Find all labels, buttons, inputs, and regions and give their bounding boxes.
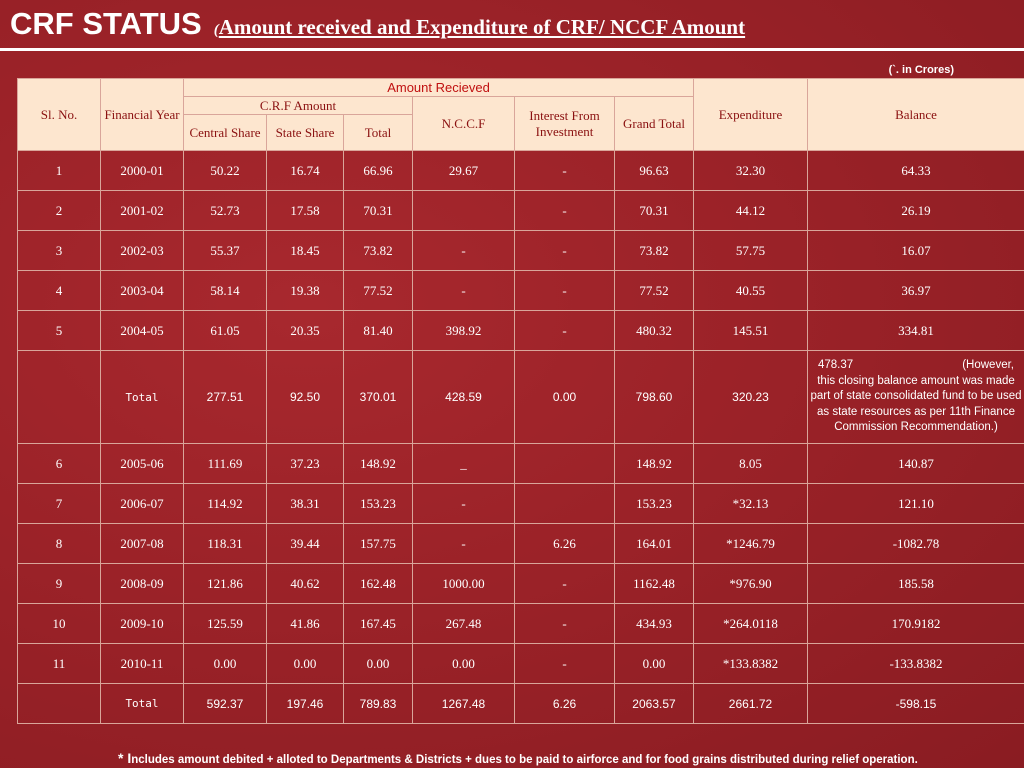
cell-sl: 3 bbox=[18, 231, 101, 271]
crf-status-table bbox=[17, 78, 1024, 724]
cell-total: 153.23 bbox=[344, 484, 413, 524]
footnote-star: * I bbox=[118, 750, 132, 766]
cell-sl: 1 bbox=[18, 151, 101, 191]
cell-expenditure: *32.13 bbox=[694, 484, 808, 524]
cell-state: 38.31 bbox=[267, 484, 344, 524]
table-row bbox=[18, 604, 1024, 644]
cell-total: 789.83 bbox=[344, 684, 413, 724]
cell-total: 157.75 bbox=[344, 524, 413, 564]
cell-nccf: 29.67 bbox=[413, 151, 515, 191]
cell-total-label: Total bbox=[101, 351, 184, 444]
header-amount-received: Amount Recieved bbox=[184, 79, 694, 97]
title-paren: ( bbox=[213, 22, 219, 38]
cell-total: 0.00 bbox=[344, 644, 413, 684]
cell-state: 92.50 bbox=[267, 351, 344, 444]
footnote-text: ncludes amount debited + alloted to Departments & Districts + dues to be paid to airforce and for food grains distributed during relief operation. bbox=[131, 754, 918, 766]
table-row bbox=[18, 484, 1024, 524]
cell-sl: 8 bbox=[18, 524, 101, 564]
cell-balance: -133.8382 bbox=[808, 644, 1024, 684]
cell-interest bbox=[515, 484, 615, 524]
cell-central: 61.05 bbox=[184, 311, 267, 351]
header-total: Total bbox=[344, 115, 413, 151]
cell-total: 73.82 bbox=[344, 231, 413, 271]
cell-grand-total: 73.82 bbox=[615, 231, 694, 271]
cell-interest: 6.26 bbox=[515, 524, 615, 564]
cell-central: 114.92 bbox=[184, 484, 267, 524]
header-financial-year: Financial Year bbox=[101, 79, 184, 151]
cell-expenditure: *1246.79 bbox=[694, 524, 808, 564]
cell-nccf: 267.48 bbox=[413, 604, 515, 644]
cell-interest bbox=[515, 444, 615, 484]
cell-interest: - bbox=[515, 271, 615, 311]
cell-grand-total: 77.52 bbox=[615, 271, 694, 311]
cell-state: 16.74 bbox=[267, 151, 344, 191]
cell-expenditure: 57.75 bbox=[694, 231, 808, 271]
cell-nccf: - bbox=[413, 524, 515, 564]
cell-state: 37.23 bbox=[267, 444, 344, 484]
cell-expenditure: 320.23 bbox=[694, 351, 808, 444]
cell-balance: 170.9182 bbox=[808, 604, 1024, 644]
cell-expenditure: 40.55 bbox=[694, 271, 808, 311]
cell-state: 17.58 bbox=[267, 191, 344, 231]
cell-balance: 64.33 bbox=[808, 151, 1024, 191]
cell-central: 55.37 bbox=[184, 231, 267, 271]
cell-central: 58.14 bbox=[184, 271, 267, 311]
balance-note-text: this closing balance amount was made part of state consolidated fund to be used as state resources as per 11th Finance Commission Recommendation.) bbox=[810, 374, 1022, 434]
title-divider bbox=[0, 48, 1024, 51]
cell-total: 81.40 bbox=[344, 311, 413, 351]
cell-expenditure: *133.8382 bbox=[694, 644, 808, 684]
cell-nccf: _ bbox=[413, 444, 515, 484]
cell-nccf: 1267.48 bbox=[413, 684, 515, 724]
cell-interest: - bbox=[515, 564, 615, 604]
table-row bbox=[18, 444, 1024, 484]
cell-nccf: 428.59 bbox=[413, 351, 515, 444]
cell-year: 2008-09 bbox=[101, 564, 184, 604]
cell-sl: 7 bbox=[18, 484, 101, 524]
cell-total: 148.92 bbox=[344, 444, 413, 484]
cell-total: 162.48 bbox=[344, 564, 413, 604]
cell-balance: 36.97 bbox=[808, 271, 1024, 311]
cell-state: 41.86 bbox=[267, 604, 344, 644]
header-crf-amount: C.R.F Amount bbox=[184, 97, 413, 115]
cell-nccf: 398.92 bbox=[413, 311, 515, 351]
cell-year: 2004-05 bbox=[101, 311, 184, 351]
cell-nccf: - bbox=[413, 484, 515, 524]
footnote bbox=[118, 750, 918, 766]
cell-balance-note bbox=[808, 351, 1024, 444]
cell-grand-total: 148.92 bbox=[615, 444, 694, 484]
cell-balance: 121.10 bbox=[808, 484, 1024, 524]
cell-expenditure: *976.90 bbox=[694, 564, 808, 604]
title-bar bbox=[10, 6, 1014, 46]
cell-interest: 0.00 bbox=[515, 351, 615, 444]
cell-grand-total: 70.31 bbox=[615, 191, 694, 231]
cell-balance: 16.07 bbox=[808, 231, 1024, 271]
cell-nccf: - bbox=[413, 231, 515, 271]
cell-interest: - bbox=[515, 311, 615, 351]
cell-year: 2003-04 bbox=[101, 271, 184, 311]
cell-expenditure: 8.05 bbox=[694, 444, 808, 484]
cell-state: 19.38 bbox=[267, 271, 344, 311]
cell-expenditure: 44.12 bbox=[694, 191, 808, 231]
cell-year: 2006-07 bbox=[101, 484, 184, 524]
cell-year: 2010-11 bbox=[101, 644, 184, 684]
cell-interest: - bbox=[515, 151, 615, 191]
cell-central: 277.51 bbox=[184, 351, 267, 444]
table-row bbox=[18, 564, 1024, 604]
cell-sl: 5 bbox=[18, 311, 101, 351]
cell-interest: - bbox=[515, 231, 615, 271]
table-row bbox=[18, 524, 1024, 564]
header-grand-total: Grand Total bbox=[615, 97, 694, 151]
cell-sl: 11 bbox=[18, 644, 101, 684]
cell-grand-total: 96.63 bbox=[615, 151, 694, 191]
cell-sl: 6 bbox=[18, 444, 101, 484]
cell-balance: -598.15 bbox=[808, 684, 1024, 724]
cell-central: 592.37 bbox=[184, 684, 267, 724]
cell-total: 167.45 bbox=[344, 604, 413, 644]
cell-state: 20.35 bbox=[267, 311, 344, 351]
total-row bbox=[18, 684, 1024, 724]
cell-central: 111.69 bbox=[184, 444, 267, 484]
table-row bbox=[18, 311, 1024, 351]
cell-sl: 4 bbox=[18, 271, 101, 311]
table-row bbox=[18, 644, 1024, 684]
header-balance: Balance bbox=[808, 79, 1024, 151]
cell-grand-total: 153.23 bbox=[615, 484, 694, 524]
cell-nccf: 1000.00 bbox=[413, 564, 515, 604]
cell-empty bbox=[18, 684, 101, 724]
header-nccf: N.C.C.F bbox=[413, 97, 515, 151]
cell-interest: - bbox=[515, 191, 615, 231]
cell-balance: 140.87 bbox=[808, 444, 1024, 484]
table-row bbox=[18, 231, 1024, 271]
cell-balance: 185.58 bbox=[808, 564, 1024, 604]
cell-year: 2009-10 bbox=[101, 604, 184, 644]
cell-total: 70.31 bbox=[344, 191, 413, 231]
cell-sl: 9 bbox=[18, 564, 101, 604]
balance-note-top bbox=[810, 358, 1022, 374]
cell-sl: 10 bbox=[18, 604, 101, 644]
cell-grand-total: 434.93 bbox=[615, 604, 694, 644]
cell-total: 77.52 bbox=[344, 271, 413, 311]
units-note: (`. in Crores) bbox=[888, 64, 954, 76]
cell-total-label: Total bbox=[101, 684, 184, 724]
cell-interest: 6.26 bbox=[515, 684, 615, 724]
cell-grand-total: 0.00 bbox=[615, 644, 694, 684]
cell-state: 197.46 bbox=[267, 684, 344, 724]
cell-expenditure: 2661.72 bbox=[694, 684, 808, 724]
table-row bbox=[18, 191, 1024, 231]
cell-total: 370.01 bbox=[344, 351, 413, 444]
cell-nccf: - bbox=[413, 271, 515, 311]
header-expenditure: Expenditure bbox=[694, 79, 808, 151]
cell-expenditure: 32.30 bbox=[694, 151, 808, 191]
cell-central: 118.31 bbox=[184, 524, 267, 564]
cell-nccf bbox=[413, 191, 515, 231]
cell-state: 39.44 bbox=[267, 524, 344, 564]
table-row bbox=[18, 151, 1024, 191]
cell-grand-total: 1162.48 bbox=[615, 564, 694, 604]
cell-grand-total: 480.32 bbox=[615, 311, 694, 351]
cell-year: 2007-08 bbox=[101, 524, 184, 564]
cell-grand-total: 164.01 bbox=[615, 524, 694, 564]
cell-grand-total: 2063.57 bbox=[615, 684, 694, 724]
page-title: CRF STATUS bbox=[10, 6, 202, 41]
cell-balance: 26.19 bbox=[808, 191, 1024, 231]
cell-year: 2000-01 bbox=[101, 151, 184, 191]
cell-interest: - bbox=[515, 644, 615, 684]
cell-sl: 2 bbox=[18, 191, 101, 231]
cell-year: 2005-06 bbox=[101, 444, 184, 484]
cell-state: 40.62 bbox=[267, 564, 344, 604]
cell-empty bbox=[18, 351, 101, 444]
cell-balance: -1082.78 bbox=[808, 524, 1024, 564]
cell-central: 52.73 bbox=[184, 191, 267, 231]
cell-central: 121.86 bbox=[184, 564, 267, 604]
cell-central: 125.59 bbox=[184, 604, 267, 644]
page-subtitle: Amount received and Expenditure of CRF/ NCCF Amount bbox=[218, 15, 746, 39]
balance-note-start: (However, bbox=[962, 359, 1014, 372]
total-row bbox=[18, 351, 1024, 444]
cell-state: 18.45 bbox=[267, 231, 344, 271]
cell-grand-total: 798.60 bbox=[615, 351, 694, 444]
cell-year: 2002-03 bbox=[101, 231, 184, 271]
cell-expenditure: 145.51 bbox=[694, 311, 808, 351]
table-row bbox=[18, 271, 1024, 311]
cell-nccf: 0.00 bbox=[413, 644, 515, 684]
balance-value: 478.37 bbox=[818, 359, 854, 372]
cell-central: 0.00 bbox=[184, 644, 267, 684]
cell-balance: 334.81 bbox=[808, 311, 1024, 351]
header-sl-no: Sl. No. bbox=[18, 79, 101, 151]
cell-central: 50.22 bbox=[184, 151, 267, 191]
header-central-share: Central Share bbox=[184, 115, 267, 151]
cell-interest: - bbox=[515, 604, 615, 644]
cell-state: 0.00 bbox=[267, 644, 344, 684]
header-interest: Interest From Investment bbox=[515, 97, 615, 151]
header-state-share: State Share bbox=[267, 115, 344, 151]
cell-total: 66.96 bbox=[344, 151, 413, 191]
cell-expenditure: *264.0118 bbox=[694, 604, 808, 644]
cell-year: 2001-02 bbox=[101, 191, 184, 231]
